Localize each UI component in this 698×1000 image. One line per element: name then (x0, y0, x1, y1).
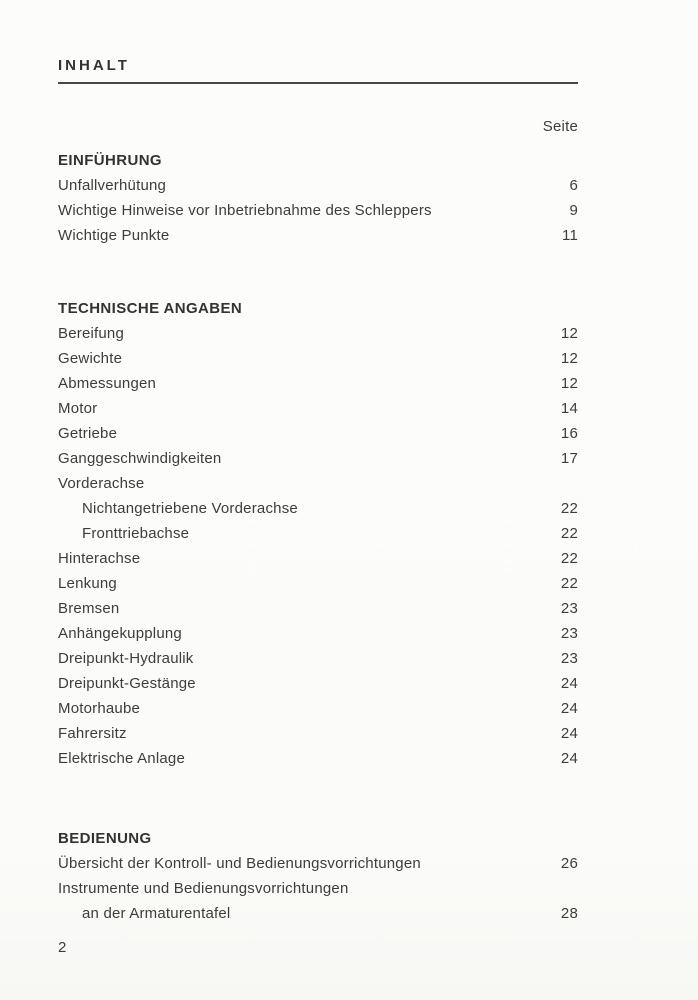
toc-entry-label: an der Armaturentafel (82, 905, 231, 922)
toc-entry-label: Bereifung (58, 325, 125, 342)
toc-entry-page: 22 (560, 525, 578, 542)
toc-entry-label: Unfallverhütung (58, 177, 167, 194)
toc-entry-label: Dreipunkt-Hydraulik (58, 650, 194, 667)
toc-entry (58, 471, 578, 496)
toc-content (58, 0, 578, 926)
toc-entry-page (568, 471, 578, 496)
toc-section-einfuehrung (58, 148, 578, 248)
toc-entry (58, 671, 578, 696)
toc-entry-page: 26 (560, 855, 578, 872)
toc-entry (58, 198, 578, 223)
toc-entry (58, 851, 578, 876)
toc-entry-label: Dreipunkt-Gestänge (58, 675, 196, 692)
toc-entry-label: Fronttriebachse (82, 525, 190, 542)
toc-entry (58, 721, 578, 746)
toc-entry-page: 17 (560, 450, 578, 467)
toc-entry (58, 371, 578, 396)
section-heading: BEDIENUNG (58, 830, 152, 847)
toc-entry-page: 24 (560, 700, 578, 717)
toc-entry (58, 646, 578, 671)
toc-entry (58, 876, 578, 901)
toc-entry-page: 24 (560, 675, 578, 692)
toc-entry (58, 421, 578, 446)
toc-entry (58, 746, 578, 771)
title-rule (58, 82, 578, 84)
toc-entry-label: Anhängekupplung (58, 625, 182, 642)
toc-entry-page: 24 (560, 725, 578, 742)
toc-entry-page: 11 (562, 227, 578, 244)
toc-entry-label: Fahrersitz (58, 725, 127, 742)
toc-entry (58, 496, 578, 521)
toc-entry-page: 14 (560, 400, 578, 417)
toc-section-bedienung (58, 826, 578, 926)
toc-entry-label: Nichtangetriebene Vorderachse (82, 500, 298, 517)
toc-entry (58, 223, 578, 248)
toc-entry-page: 16 (560, 425, 578, 442)
toc-entry (58, 446, 578, 471)
toc-entry (58, 321, 578, 346)
toc-entry-label: Hinterachse (58, 550, 141, 567)
section-heading: EINFÜHRUNG (58, 152, 162, 169)
toc-entry-label: Übersicht der Kontroll- und Bedienungsvorrichtungen (58, 855, 421, 872)
toc-entry-label: Elektrische Anlage (58, 750, 186, 767)
toc-entry-page: 24 (560, 750, 578, 767)
toc-entry-page: 9 (569, 202, 578, 219)
toc-entry-label: Motor (58, 400, 98, 417)
toc-entry-page: 22 (560, 550, 578, 567)
toc-entry-page: 23 (560, 650, 578, 667)
toc-section-technische-angaben (58, 296, 578, 771)
toc-entry-label: Getriebe (58, 425, 118, 442)
toc-entry-page: 12 (560, 350, 578, 367)
toc-entry (58, 571, 578, 596)
page-column-label: Seite (542, 118, 578, 135)
toc-entry-page (568, 876, 578, 901)
toc-entry (58, 346, 578, 371)
toc-entry (58, 173, 578, 198)
toc-entry-label: Wichtige Punkte (58, 227, 170, 244)
toc-entry-label: Ganggeschwindigkeiten (58, 450, 222, 467)
section-heading: TECHNISCHE ANGABEN (58, 300, 243, 317)
toc-entry-label: Gewichte (58, 350, 123, 367)
toc-entry-page: 22 (560, 575, 578, 592)
toc-entry-page: 12 (560, 375, 578, 392)
toc-entry (58, 546, 578, 571)
toc-entry-label: Abmessungen (58, 375, 157, 392)
toc-entry (58, 596, 578, 621)
toc-entry-label: Wichtige Hinweise vor Inbetriebnahme des Schleppers (58, 202, 432, 219)
toc-entry-label: Bremsen (58, 600, 120, 617)
toc-entry (58, 621, 578, 646)
toc-entry-page: 12 (560, 325, 578, 342)
toc-entry (58, 521, 578, 546)
page-number: 2 (58, 939, 67, 956)
toc-entry-page: 6 (569, 177, 578, 194)
toc-entry-page: 22 (560, 500, 578, 517)
toc-entry (58, 396, 578, 421)
toc-entry-page: 23 (560, 625, 578, 642)
toc-entry (58, 696, 578, 721)
page-title: INHALT (58, 57, 130, 74)
toc-entry-page: 28 (560, 905, 578, 922)
toc-entry-continuation (58, 901, 578, 926)
toc-entry-label: Instrumente und Bedienungsvorrichtungen (58, 880, 349, 897)
toc-entry-label: Lenkung (58, 575, 117, 592)
toc-entry-page: 23 (560, 600, 578, 617)
toc-entry-label: Motorhaube (58, 700, 141, 717)
toc-entry-label: Vorderachse (58, 475, 145, 492)
